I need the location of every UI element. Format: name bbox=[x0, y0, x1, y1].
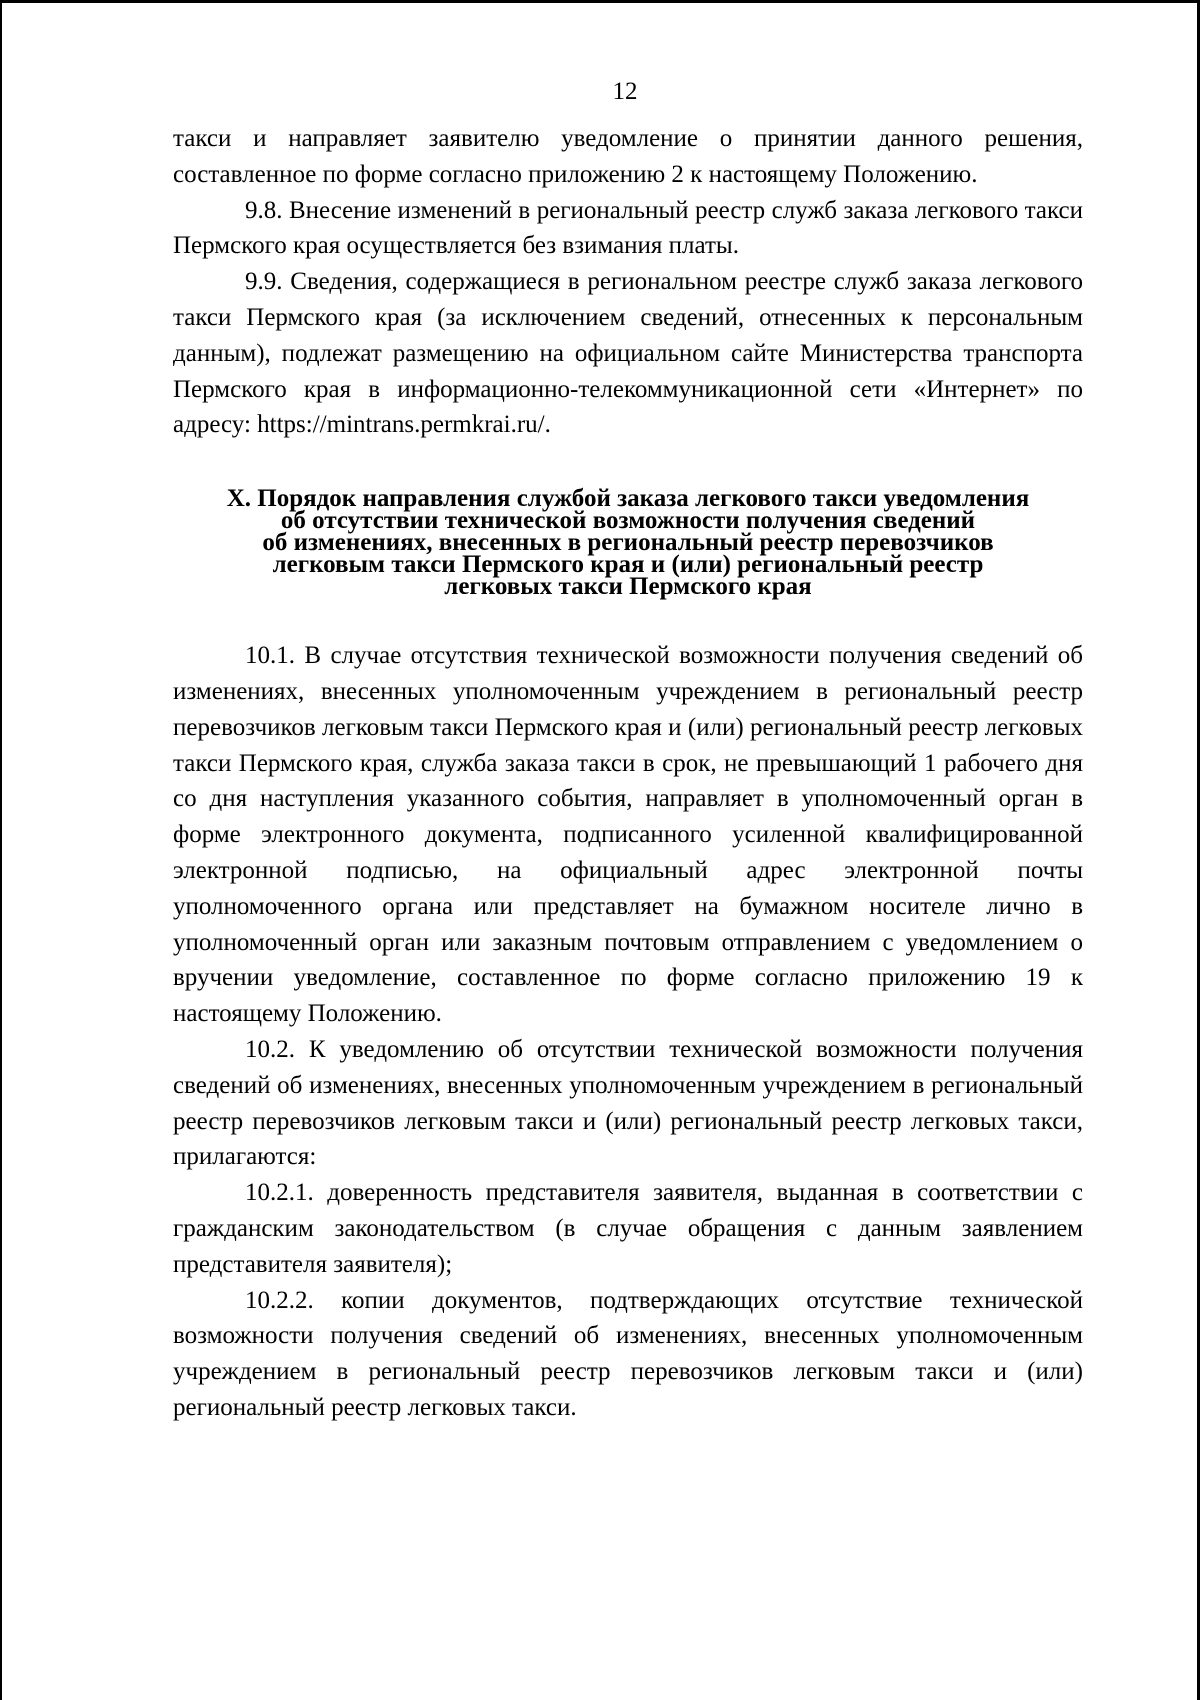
section-heading-line: легковых такси Пермского края bbox=[444, 573, 812, 601]
paragraph-9-9: 9.9. Сведения, содержащиеся в региональном реестре служб заказа легкового такси Пермского края (за исключением сведений, отнесенных к персональным данным), подлежат размещению на официальном сайте Министерства транспорта Пермского края в информационно-телекоммуникационной сети «Интернет» по адресу: https://mintrans.permkrai.ru/. bbox=[173, 268, 1083, 439]
section-heading-line: легковым такси Пермского края и (или) региональный реестр bbox=[272, 551, 984, 579]
paragraph-9-8: 9.8. Внесение изменений в региональный реестр служб заказа легкового такси Пермского края осуществляется без взимания платы. bbox=[173, 196, 1083, 260]
paragraph-continuation: такси и направляет заявителю уведомление о принятии данного решения, составленное по форме согласно приложению 2 к настоящему Положению. bbox=[173, 125, 1083, 188]
section-heading-line: об изменениях, внесенных в региональный реестр перевозчиков bbox=[262, 529, 994, 557]
paragraph-10-2: 10.2. К уведомлению об отсутствии технической возможности получения сведений об изменениях, внесенных уполномоченным учреждением в региональный реестр перевозчиков легковым такси и (или) региональный реестр легковых такси, прилагаются: bbox=[173, 1035, 1083, 1171]
page-border-top bbox=[0, 0, 1200, 3]
page-number: 12 bbox=[612, 78, 638, 105]
section-heading-x bbox=[173, 485, 1083, 601]
section-heading-line: X. Порядок направления службой заказа легкового такси уведомления bbox=[226, 485, 1030, 513]
page-border-left bbox=[0, 0, 2, 1700]
section-heading-line: об отсутствии технической возможности получения сведений bbox=[280, 507, 976, 535]
paragraph-10-1: 10.1. В случае отсутствия технической возможности получения сведений об изменениях, внесенных уполномоченным учреждением в региональный реестр перевозчиков легковым такси Пермского края и (или) региональный реестр легковых такси Пермского края, служба заказа такси в срок, не превышающий 1 рабочего дня со дня наступления указанного события, направляет в уполномоченный орган в форме электронного документа, подписанного усиленной квалифицированной электронной подписью, на официальный адрес электронной почты уполномоченного органа или представляет на бумажном носителе лично в уполномоченный орган или заказным почтовым отправлением с уведомлением о вручении уведомление, составленное по форме согласно приложению 19 к настоящему Положению. bbox=[173, 642, 1083, 1028]
paragraph-10-2-2: 10.2.2. копии документов, подтверждающих отсутствие технической возможности получения сведений об изменениях, внесенных уполномоченным учреждением в региональный реестр перевозчиков легковым такси и (или) региональный реестр легковых такси. bbox=[173, 1286, 1083, 1421]
paragraph-10-2-1: 10.2.1. доверенность представителя заявителя, выданная в соответствии с гражданским законодательством (в случае обращения с данным заявлением представителя заявителя); bbox=[173, 1179, 1083, 1278]
document-body bbox=[173, 121, 1083, 1426]
